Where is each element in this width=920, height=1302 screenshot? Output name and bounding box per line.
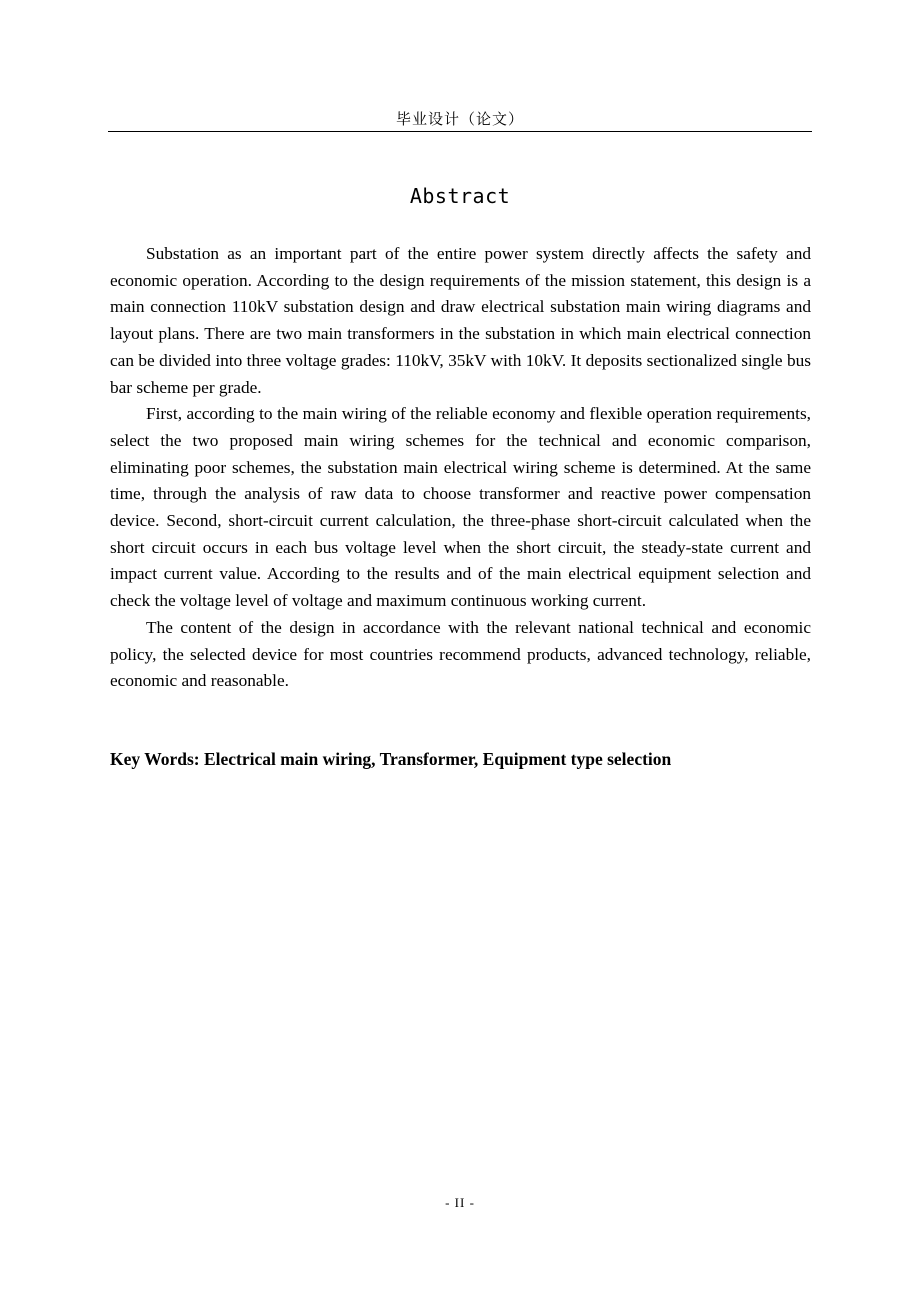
abstract-title: Abstract <box>409 184 511 208</box>
abstract-paragraph-3: The content of the design in accordance with the relevant national technical and economic policy, the selected device for most countries recommend products, advanced technology, reliable, economic and reasonable. <box>110 617 811 691</box>
running-header: 毕业设计（论文） <box>395 110 524 128</box>
abstract-paragraph-2: First, according to the main wiring of the reliable economy and flexible operation requirements, select the two proposed main wiring schemes for the technical and economic comparison, eliminating poor schemes, the substation main electrical wiring scheme is determined. At the same time, through the analysis of raw data to choose transformer and reactive power compensation device. Second, short-circuit current calculation, the three-phase short-circuit calculated when the short circuit occurs in each bus voltage level when the short circuit, the steady-state current and impact current value. According to the results and of the main electrical equipment selection and check the voltage level of voltage and maximum continuous working current. <box>110 404 811 611</box>
keywords-line: Key Words: Electrical main wiring, Transformer, Equipment type selection <box>110 749 672 769</box>
page-number: - II - <box>445 1195 475 1210</box>
abstract-paragraph-1: Substation as an important part of the entire power system directly affects the safety and economic operation. According to the design requirements of the mission statement, this design is a main connection 110kV substation design and draw electrical substation main wiring diagrams and layout plans. There are two main transformers in the substation in which main electrical connection can be divided into three voltage grades: 110kV, 35kV with 10kV. It deposits sectionalized single bus bar scheme per grade. <box>110 244 811 397</box>
abstract-body <box>110 241 811 695</box>
header-rule <box>108 131 812 132</box>
